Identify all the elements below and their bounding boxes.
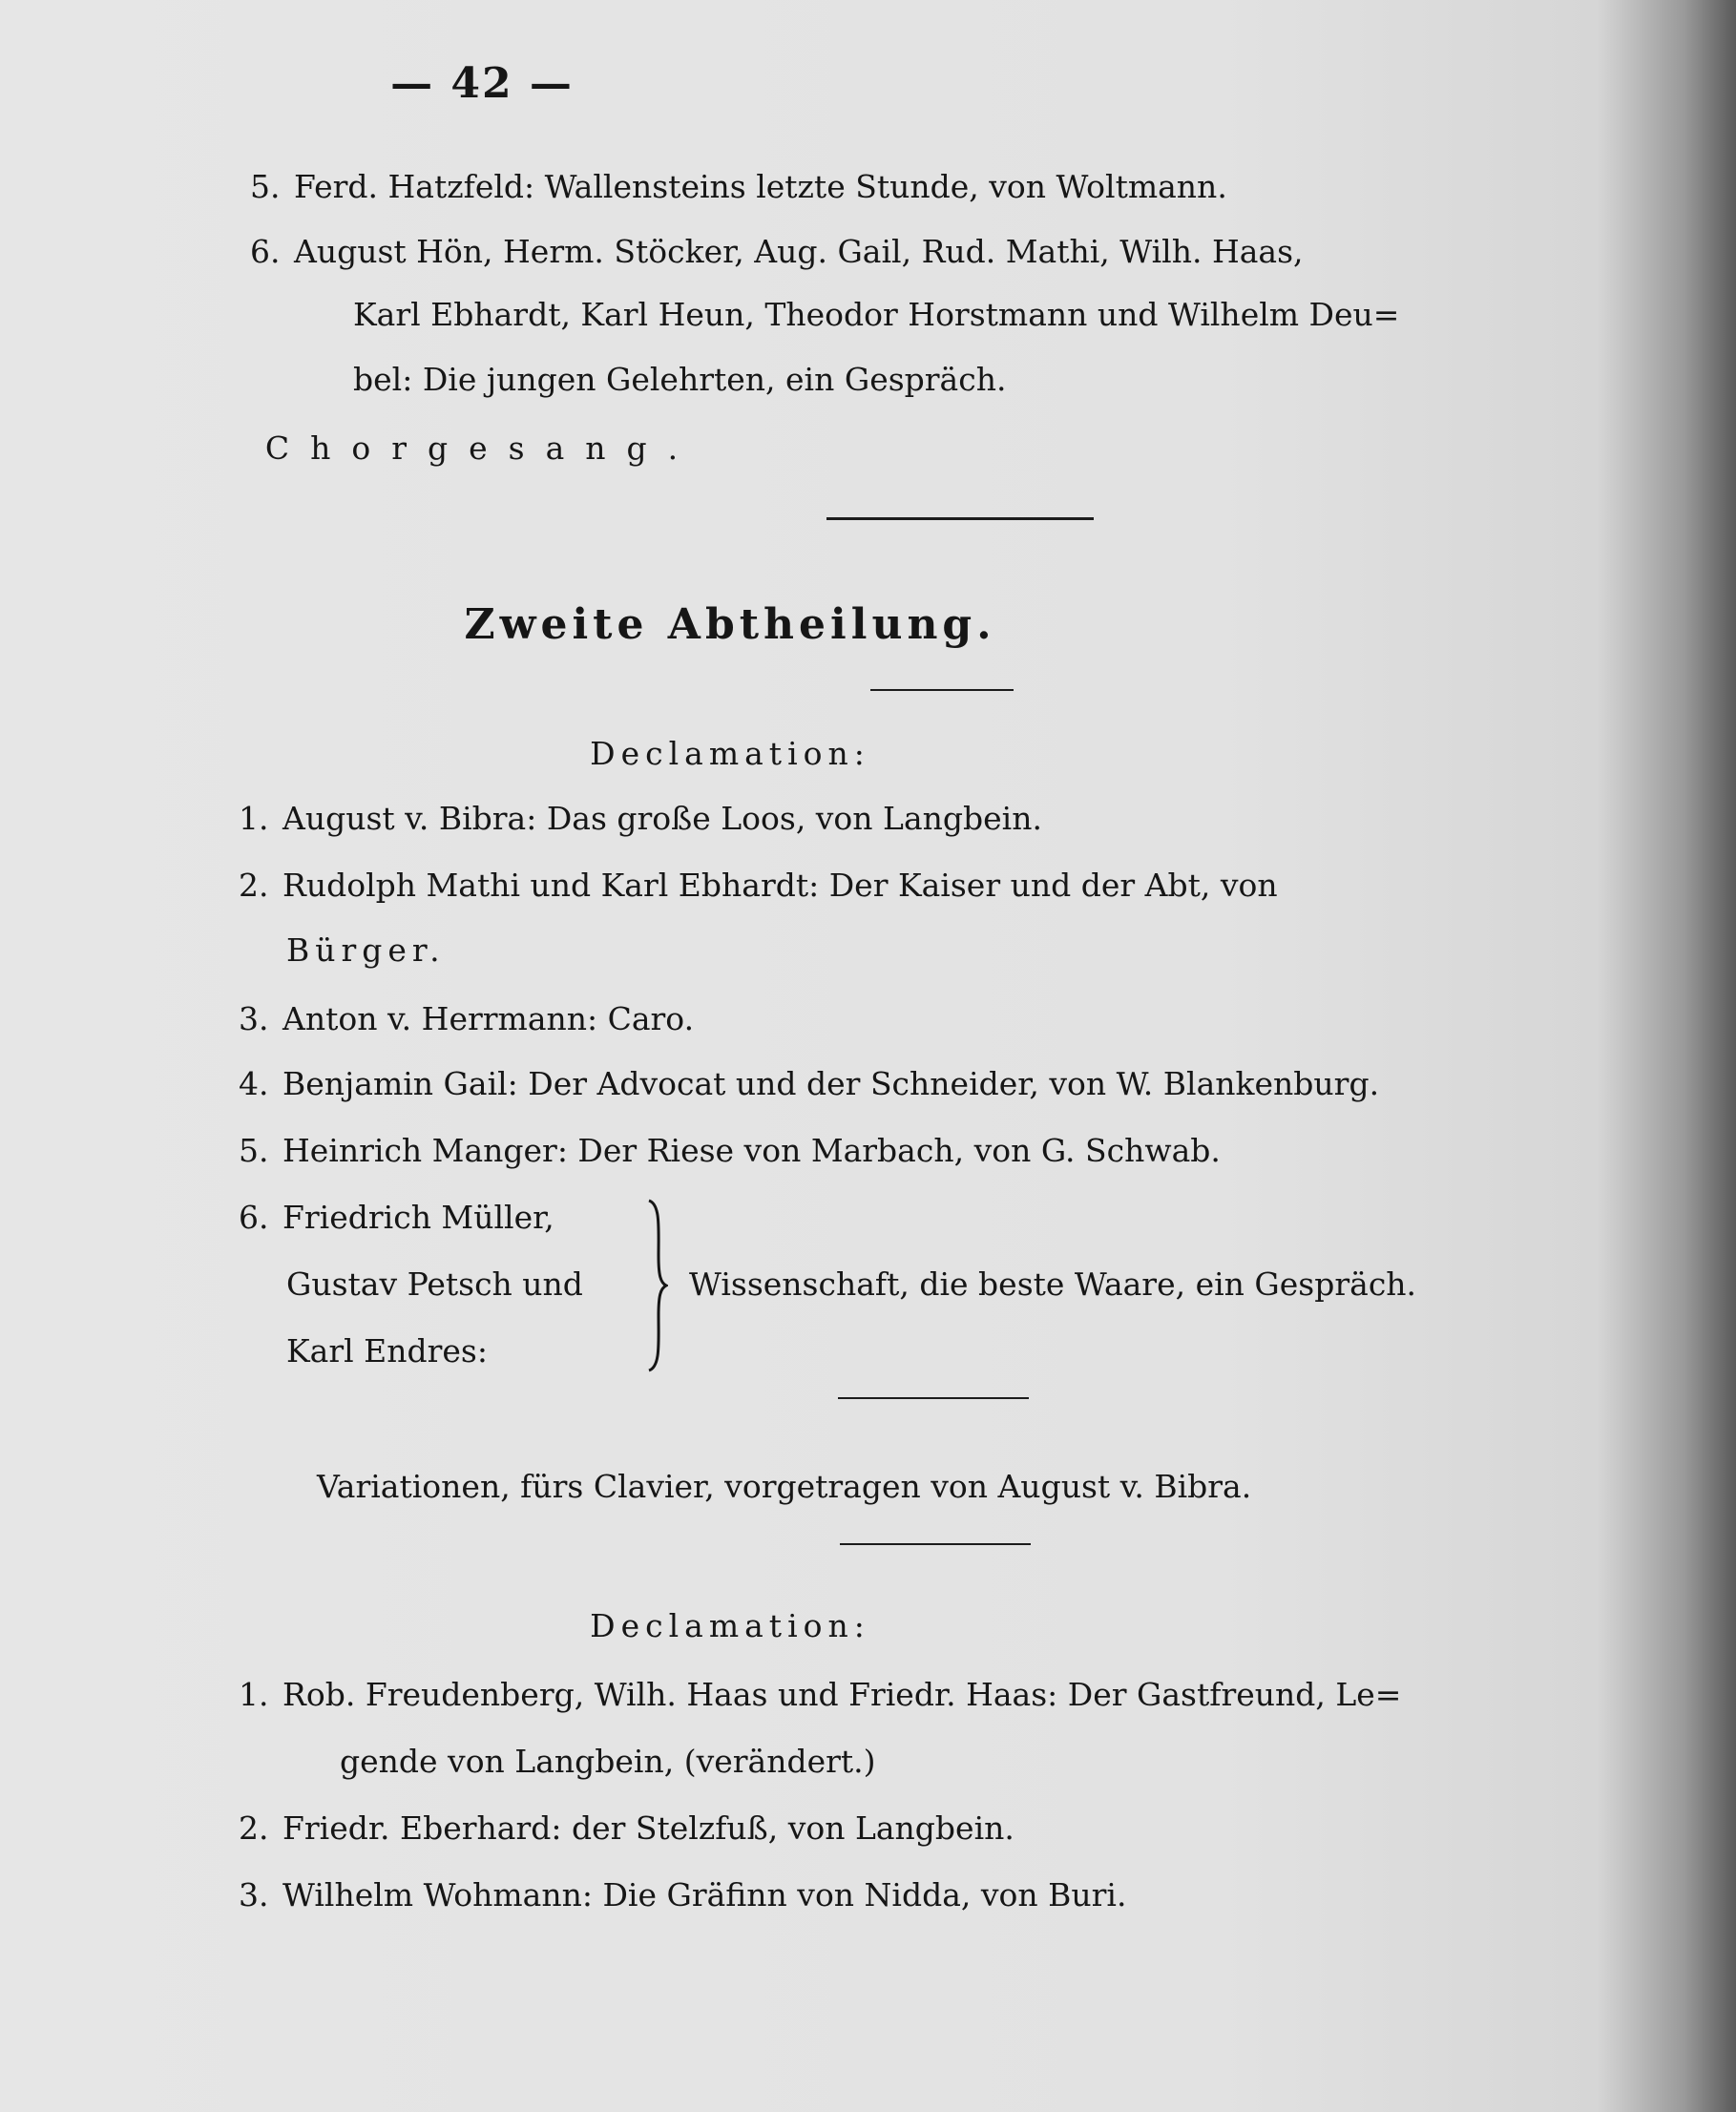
item-text: Wilhelm Wohmann: Die Gräfinn von Nidda, von Buri. <box>282 1876 1127 1913</box>
item-text: Rob. Freudenberg, Wilh. Haas und Friedr. Haas: Der Gastfreund, Le= <box>282 1676 1402 1713</box>
item-number: 2. <box>239 1809 269 1847</box>
item-continuation: Karl Ebhardt, Karl Heun, Theodor Horstmann und Wilhelm Deu= <box>353 296 1400 333</box>
list-item <box>239 1876 1126 1914</box>
speaker-name: Gustav Petsch und <box>286 1265 583 1303</box>
item-number: 3. <box>239 1876 269 1913</box>
list-item <box>239 1132 1221 1170</box>
list-item <box>239 867 1278 905</box>
item-text: August v. Bibra: Das große Loos, von Langbein. <box>282 800 1042 837</box>
item-number: 2. <box>239 867 269 904</box>
section-heading: Zweite Abtheilung. <box>464 600 996 649</box>
speaker-name: Friedrich Müller, <box>282 1199 554 1236</box>
item-number: 5. <box>250 168 281 205</box>
item-continuation: Bürger. <box>286 931 446 969</box>
list-item <box>239 1676 1401 1714</box>
chorgesang-heading: Chorgesang. <box>264 429 700 467</box>
list-item <box>239 800 1042 838</box>
item-number: 6. <box>239 1199 269 1236</box>
list-item <box>239 1000 694 1038</box>
item-number: 1. <box>239 1676 269 1713</box>
item-number: 6. <box>250 233 281 270</box>
divider <box>838 1397 1029 1399</box>
divider <box>840 1543 1031 1545</box>
list-item <box>250 233 1304 271</box>
item-number: 3. <box>239 1000 269 1037</box>
list-item <box>239 1809 1014 1848</box>
item-continuation: gende von Langbein, (verändert.) <box>340 1743 876 1780</box>
declamation-title: Declamation: <box>590 1607 870 1644</box>
item-text: Rudolph Mathi und Karl Ebhardt: Der Kaiser und der Abt, von <box>282 867 1278 904</box>
declamation-title: Declamation: <box>590 735 870 772</box>
item-text: Wissenschaft, die beste Waare, ein Gespräch. <box>689 1265 1417 1303</box>
divider <box>826 517 1094 520</box>
item-text: Friedr. Eberhard: der Stelzfuß, von Langbein. <box>282 1809 1014 1847</box>
variationen-line: Variationen, fürs Clavier, vorgetragen von August v. Bibra. <box>317 1468 1252 1505</box>
divider <box>870 689 1014 691</box>
item-text: August Hön, Herm. Stöcker, Aug. Gail, Rud. Mathi, Wilh. Haas, <box>294 233 1304 270</box>
item-text: Benjamin Gail: Der Advocat und der Schneider, von W. Blankenburg. <box>282 1065 1380 1102</box>
list-item <box>250 168 1227 206</box>
item-continuation: bel: Die jungen Gelehrten, ein Gespräch. <box>353 361 1007 398</box>
list-item <box>239 1199 554 1237</box>
curly-brace-icon <box>645 1199 668 1372</box>
item-text: Heinrich Manger: Der Riese von Marbach, von G. Schwab. <box>282 1132 1221 1169</box>
speaker-name: Karl Endres: <box>286 1332 488 1370</box>
item-text: Anton v. Herrmann: Caro. <box>282 1000 695 1037</box>
item-number: 4. <box>239 1065 269 1102</box>
list-item <box>239 1065 1379 1103</box>
item-text: Ferd. Hatzfeld: Wallensteins letzte Stunde, von Woltmann. <box>294 168 1227 205</box>
item-number: 5. <box>239 1132 269 1169</box>
page-number: — 42 — <box>390 59 574 108</box>
item-number: 1. <box>239 800 269 837</box>
